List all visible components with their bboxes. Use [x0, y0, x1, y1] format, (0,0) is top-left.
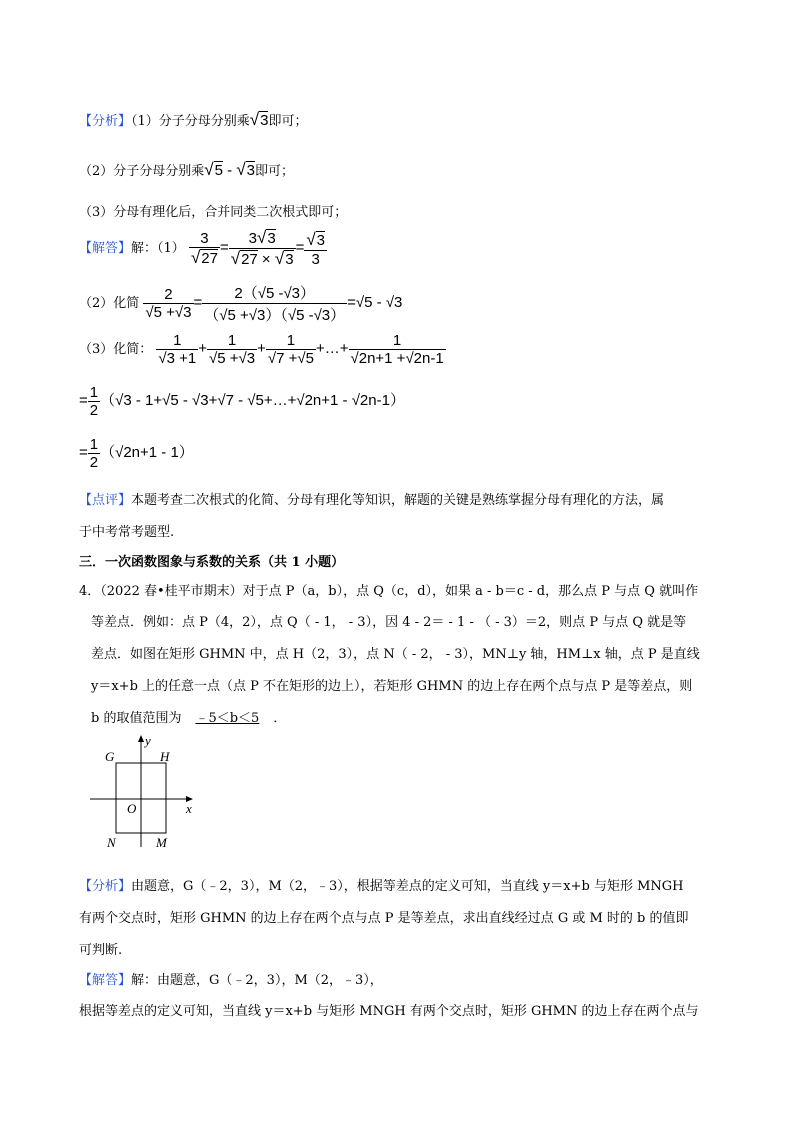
fraction: $\frac{√3}{3}$	[306, 229, 326, 268]
analysis-tag: 【分析】	[79, 114, 132, 129]
solution2-line-2: 根据等差点的定义可知，当直线 y＝x+b 与矩形 MNGH 有两个交点时，矩形 GHMN 的边上存在两个点与	[79, 1004, 699, 1019]
solution-part-3: （3）化简： $\frac{1}{√3 +1}$ + $\frac{1}{√5 +√3}$ + $\frac{1}{√7 +√5}$ +…+ $\frac{1}{√2n+1 +√2n-1}$	[79, 332, 444, 367]
solution-part-3-line-2: = $\frac{1}{2}$ （√3 - 1+√5 - √3+√7 - √5+…+√2n+1 - √2n-1）	[79, 384, 405, 419]
fraction: $\frac{1}{√2n+1 +√2n-1}$	[350, 332, 444, 367]
question-line-2: 等差点．例如：点 P（4，2），点 Q（ - 1， - 3），因 4 - 2＝ - 1 - （ - 3）＝2，则点 P 与点 Q 就是等	[91, 615, 687, 630]
label-N: N	[107, 835, 116, 850]
fraction: $\frac{1}{2}$	[89, 436, 99, 471]
analysis2-line-2: 有两个交点时，矩形 GHMN 的边上存在两个点与点 P 是等差点，求出直线经过点 G 或 M 时的 b 的值即	[79, 911, 689, 926]
label-H: H	[160, 749, 170, 764]
analysis2-line-1: 【分析】由题意，G（﹣2，3），M（2，﹣3），根据等差点的定义可知，当直线 y＝x+b 与矩形 MNGH	[79, 879, 684, 894]
comment-tag: 【点评】	[79, 493, 132, 508]
fraction: $\frac{2(√5 -√3)}{(√5 +√3)(√5 -√3)}$	[204, 285, 346, 324]
question-line-5: b 的取值范围为 ﹣5＜b＜5 ．	[91, 711, 287, 726]
label-M: M	[156, 835, 167, 850]
analysis-line-1: 【分析】（1）分子分母分别乘√3即可；	[79, 110, 308, 129]
solution-part-3-line-3: = $\frac{1}{2}$ （√2n+1 - 1）	[79, 436, 194, 471]
label-O: O	[127, 801, 137, 816]
solution-part-1: 【解答】解：（1） $\frac{3}{√27}$ = $\frac{3√3}{√27 \times √3}$ = $\frac{√3}{3}$	[79, 228, 326, 268]
fraction: $\frac{1}{√3 +1}$	[158, 332, 197, 367]
fraction: $\frac{3√3}{√27 \times √3}$	[230, 228, 294, 268]
answer-blank: ﹣5＜b＜5	[195, 711, 260, 726]
fraction: $\frac{2}{√5 +√3}$	[145, 286, 192, 321]
fraction: $\frac{3}{√27}$	[190, 229, 218, 267]
analysis-tag: 【分析】	[79, 879, 132, 894]
analysis-line-3: （3）分母有理化后，合并同类二次根式即可；	[79, 205, 348, 220]
label-y: y	[145, 733, 151, 748]
solution-tag: 【解答】	[79, 973, 132, 988]
y-axis-arrow	[138, 735, 144, 742]
fraction: $\frac{1}{√7 +√5}$	[267, 332, 314, 367]
solution2-line-1: 【解答】解：由题意，G（﹣2，3），M（2，﹣3），	[79, 973, 383, 988]
question-line-1: 4．（2022 春•桂平市期末）对于点 P（a，b），点 Q（c，d），如果 a - b＝c - d，那么点 P 与点 Q 就叫作	[79, 584, 699, 599]
analysis2-line-3: 可判断.	[79, 943, 123, 958]
label-G: G	[105, 749, 115, 764]
solution-tag: 【解答】	[79, 241, 132, 256]
analysis-line-2: （2）分子分母分别乘√5 - √3即可；	[79, 160, 295, 179]
solution-part-2: （2）化简 $\frac{2}{√5 +√3}$ = $\frac{2(√5 -√3)}{(√5 +√3)(√5 -√3)}$ =√5 - √3	[79, 282, 402, 325]
fraction: $\frac{1}{2}$	[89, 384, 99, 419]
question-line-4: y＝x+b 上的任意一点（点 P 不在矩形的边上），若矩形 GHMN 的边上存在两个点与点 P 是等差点，则	[91, 679, 693, 694]
coordinate-figure	[85, 733, 200, 853]
fraction: $\frac{1}{√5 +√3}$	[209, 332, 256, 367]
comment-line-2: 于中考常考题型.	[79, 525, 175, 540]
section-title: 三．一次函数图象与系数的关系（共 1 小题）	[79, 555, 345, 570]
question-line-3: 差点．如图在矩形 GHMN 中，点 H（2，3），点 N（ - 2， - 3），MN⊥y 轴，HM⊥x 轴，点 P 是直线	[91, 647, 700, 662]
label-x: x	[186, 801, 192, 816]
comment-line-1: 【点评】本题考查二次根式的化简、分母有理化等知识，解题的关键是熟练掌握分母有理化的方法，属	[79, 493, 665, 508]
